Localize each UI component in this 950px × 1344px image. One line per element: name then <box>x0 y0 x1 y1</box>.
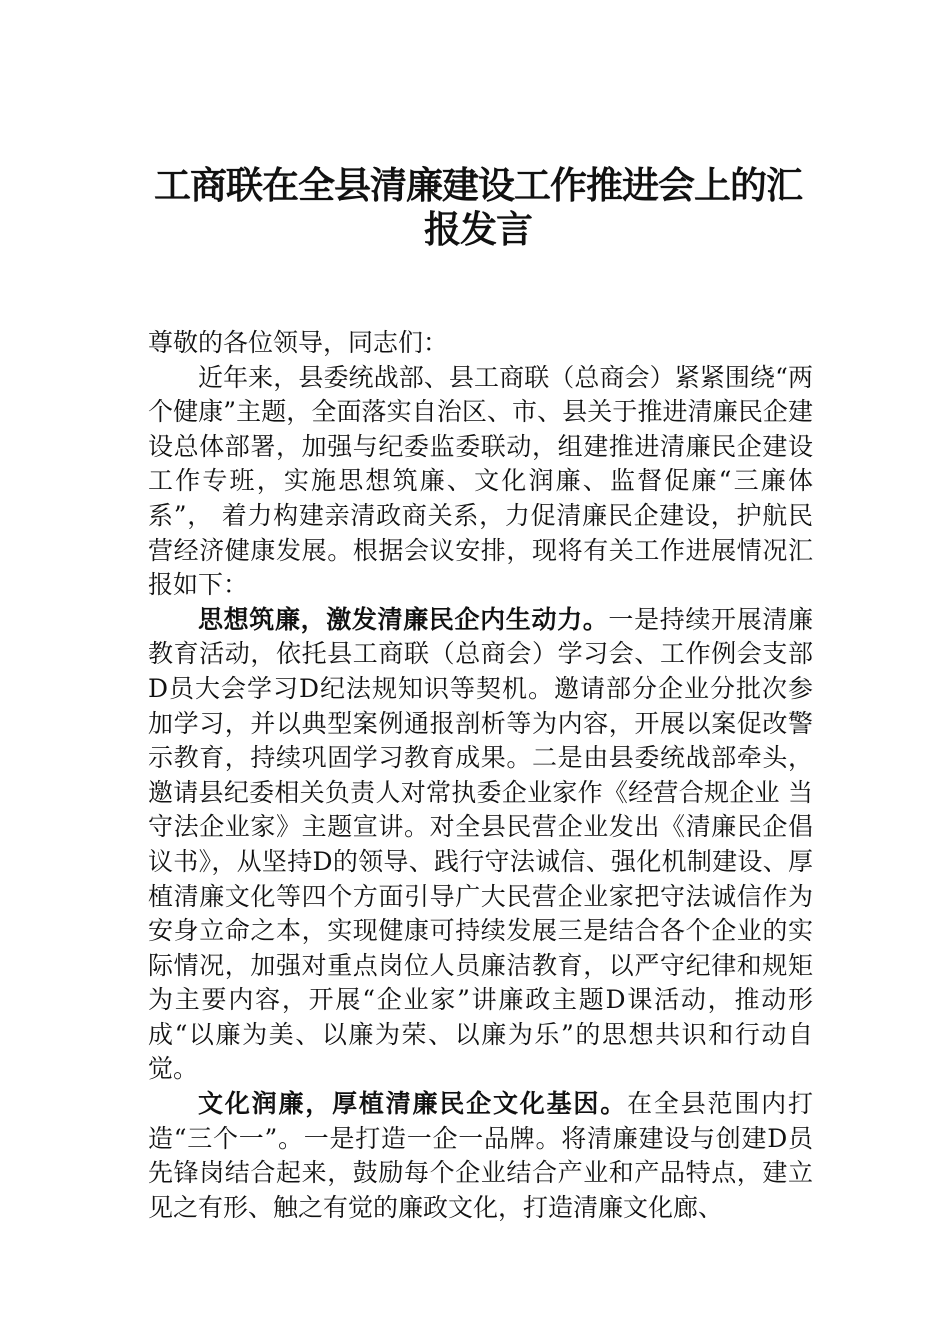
salutation: 尊敬的各位领导，同志们： <box>148 328 449 357</box>
paragraph-intro-text: 近年来，县委统战部、县工商联（总商会）紧紧围绕“两个健康”主题，全面落实自治区、市、县关于推进清廉民企建设总体部署，加强与纪委监委联动，组建推进清廉民企建设工作专班，实施思想筑廉、文化润廉、监督促廉“三廉体系”， 着力构建亲清政商关系，力促清廉民企建设，护航民营经济健康发展。根据会议安排，现将有关工作进展情况汇报如下： <box>148 362 813 600</box>
paragraph-ideology-text: 一是持续开展清廉教育活动，依托县工商联（总商会）学习会、工作例会支部D员大会学习D纪法规知识等契机。邀请部分企业分批次参加学习，并以典型案例通报剖析等为内容，开展以案促改警示教育，持续巩固学习教育成果。二是由县委统战部牵头，邀请县纪委相关负责人对常执委企业家作《经营合规企业 当守法企业家》主题宣讲。对全县民营企业发出《清廉民企倡议书》，从坚持D的领导、践行守法诚信、强化机制建设、厚植清廉文化等四个方面引导广大民营企业家把守法诚信作为安身立命之本，实现健康可持续发展三是结合各个企业的实际情况，加强对重点岗位人员廉洁教育，以严守纪律和规矩为主要内容，开展“企业家”讲廉政主题D课活动，推动形成“以廉为美、以廉为荣、以廉为乐”的思想共识和行动自觉。 <box>148 604 813 1084</box>
paragraph-ideology-heading: 思想筑廉，激发清廉民企内生动力。 <box>198 604 609 634</box>
document-title-line-1: 工商联在全县清廉建设工作推进会上的汇 <box>154 163 802 207</box>
paragraph-intro <box>148 361 813 603</box>
paragraph-culture-heading: 文化润廉，厚植清廉民企文化基因。 <box>198 1089 628 1119</box>
document-body <box>148 326 813 1225</box>
paragraph-culture <box>148 1087 813 1225</box>
document-title-line-2: 报发言 <box>424 207 532 251</box>
paragraph-culture-text: 在全县范围内打造“三个一”。一是打造一企一品牌。将清廉建设与创建D员先锋岗结合起来，鼓励每个企业结合产业和产品特点，建立见之有形、触之有觉的廉政文化，打造清廉文化廊、 <box>148 1089 813 1222</box>
paragraph-ideology <box>148 603 813 1087</box>
